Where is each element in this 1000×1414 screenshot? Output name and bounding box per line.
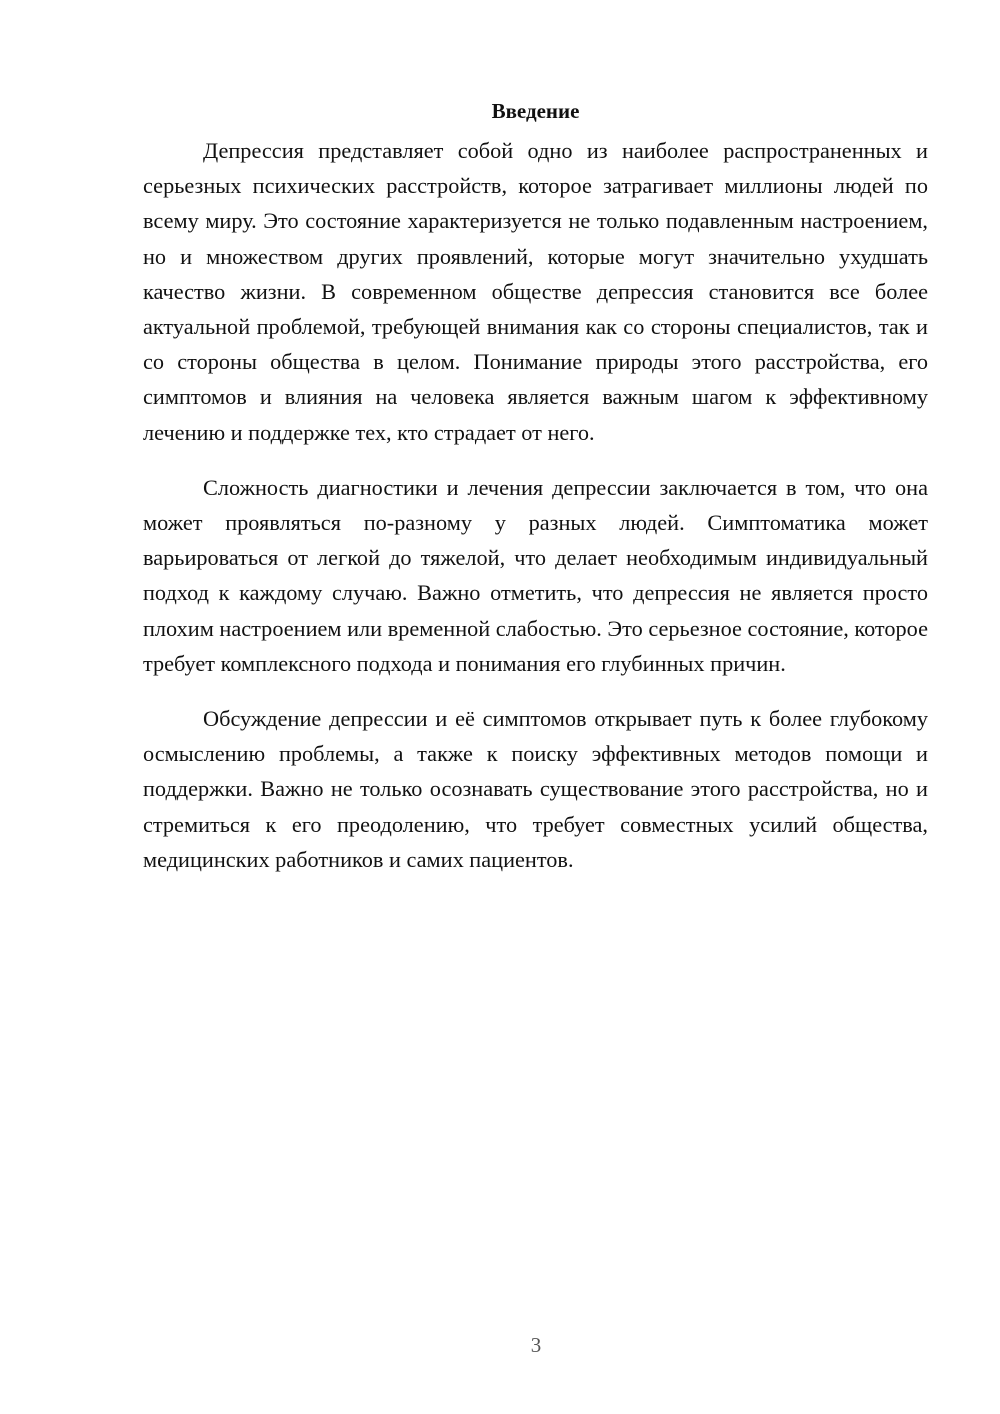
page-number: 3 [530,1333,542,1357]
section-heading: Введение [491,99,580,123]
paragraph-3: Обсуждение депрессии и её симптомов открывает путь к более глубокому осмыслению проблемы, а также к поиску эффективных методов помощи и поддержки. Важно не только осознавать существование этого расстройства, но и стремиться к его преодолению, что требует совместных усилий общества, медицинских работников и самих пациентов. [143,706,928,872]
paragraph-1: Депрессия представляет собой одно из наиболее распространенных и серьезных психических расстройств, которое затрагивает миллионы людей по всему миру. Это состояние характеризуется не только подавленным настроением, но и множеством других проявлений, которые могут значительно ухудшать качество жизни. В современном обществе депрессия становится все более актуальной проблемой, требующей внимания как со стороны специалистов, так и со стороны общества в целом. Понимание природы этого расстройства, его симптомов и влияния на человека является важным шагом к эффективному лечению и поддержке тех, кто страдает от него. [143,138,928,445]
paragraph-2: Сложность диагностики и лечения депрессии заключается в том, что она может проявляться по-разному у разных людей. Симптоматика может варьироваться от легкой до тяжелой, что делает необходимым индивидуальный подход к каждому случаю. Важно отметить, что депрессия не является просто плохим настроением или временной слабостью. Это серьезное состояние, которое требует комплексного подхода и понимания его глубинных причин. [143,474,928,676]
page-content [143,95,928,897]
